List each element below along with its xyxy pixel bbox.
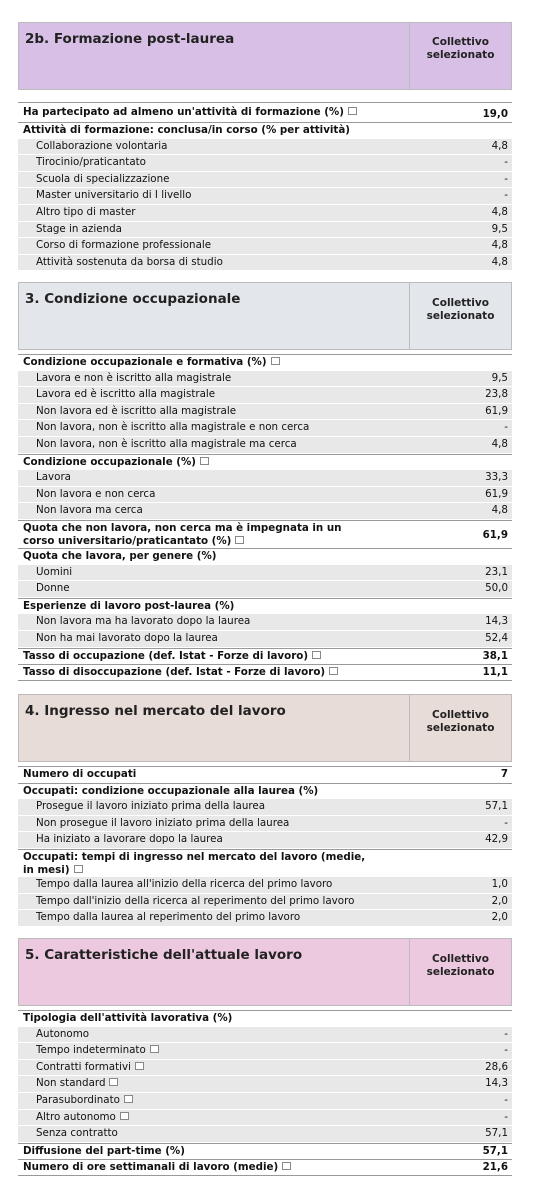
table-row: Autonomo - — [18, 1027, 512, 1044]
section-header — [18, 22, 512, 90]
table-row: Tempo dalla laurea all'inizio della ricerca del primo lavoro 1,0 — [18, 877, 512, 894]
table-row: Parasubordinato - — [18, 1093, 512, 1110]
table-row: Prosegue il lavoro iniziato prima della laurea 57,1 — [18, 799, 512, 816]
table-row: Tempo indeterminato - — [18, 1043, 512, 1060]
group-header: Occupati: condizione occupazionale alla laurea (%) — [18, 783, 512, 800]
table-row: Tasso di disoccupazione (def. Istat - Forze di lavoro) 11,1 — [18, 664, 512, 681]
group-header: Condizione occupazionale e formativa (%) — [18, 354, 512, 371]
table-row: Lavora ed è iscritto alla magistrale 23,8 — [18, 387, 512, 404]
table-row: Non ha mai lavorato dopo la laurea 52,4 — [18, 631, 512, 648]
group-header: Condizione occupazionale (%) — [18, 454, 512, 471]
section-header — [18, 938, 512, 1006]
table-row: Non lavora, non è iscritto alla magistrale e non cerca - — [18, 420, 512, 437]
section-title: 5. Caratteristiche dell'attuale lavoro — [25, 947, 303, 963]
note-icon[interactable] — [312, 651, 321, 659]
table-row: Scuola di specializzazione - — [18, 172, 512, 189]
group-header: Quota che lavora, per genere (%) — [18, 548, 512, 565]
section-title: 4. Ingresso nel mercato del lavoro — [25, 703, 286, 719]
table-row: Non lavora ma ha lavorato dopo la laurea 14,3 — [18, 614, 512, 631]
column-header: Collettivo selezionato — [426, 953, 495, 978]
note-icon[interactable] — [150, 1045, 159, 1053]
note-icon[interactable] — [200, 457, 209, 465]
table-row: Donne 50,0 — [18, 581, 512, 598]
table-row: Corso di formazione professionale 4,8 — [18, 238, 512, 255]
table-row: Collaborazione volontaria 4,8 — [18, 139, 512, 156]
group-header: Attività di formazione: conclusa/in corso (% per attività) — [18, 122, 512, 139]
table-row: Senza contratto 57,1 — [18, 1126, 512, 1143]
note-icon[interactable] — [74, 865, 83, 873]
table-row: Non lavora, non è iscritto alla magistrale ma cerca 4,8 — [18, 437, 512, 454]
note-icon[interactable] — [235, 536, 244, 544]
section-header — [18, 282, 512, 350]
table-row: Non lavora ed è iscritto alla magistrale 61,9 — [18, 404, 512, 421]
group-header: Tipologia dell'attività lavorativa (%) — [18, 1010, 512, 1027]
section-2b — [18, 22, 512, 271]
table-row: Non prosegue il lavoro iniziato prima della laurea - — [18, 816, 512, 833]
table-row: Diffusione del part-time (%) 57,1 — [18, 1143, 512, 1160]
column-header: Collettivo selezionato — [426, 36, 495, 61]
table-row: Numero di ore settimanali di lavoro (medie) 21,6 — [18, 1159, 512, 1176]
section-title: 3. Condizione occupazionale — [25, 291, 241, 307]
table-row: Ha partecipato ad almeno un'attività di formazione (%) 19,0 — [18, 102, 512, 122]
note-icon[interactable] — [282, 1162, 291, 1170]
table-row: Master universitario di I livello - — [18, 188, 512, 205]
column-header: Collettivo selezionato — [426, 709, 495, 734]
table-row: Numero di occupati 7 — [18, 766, 512, 783]
table-row: Tirocinio/praticantato - — [18, 155, 512, 172]
table-row: Ha iniziato a lavorare dopo la laurea 42,9 — [18, 832, 512, 849]
table-row: Quota che non lavora, non cerca ma è impegnata in un corso universitario/praticantato (%) 61,9 — [18, 520, 512, 548]
table-row: Non standard 14,3 — [18, 1076, 512, 1093]
note-icon[interactable] — [120, 1112, 129, 1120]
table-row: Tempo dalla laurea al reperimento del primo lavoro 2,0 — [18, 910, 512, 927]
table-row: Lavora 33,3 — [18, 470, 512, 487]
note-icon[interactable] — [348, 107, 357, 115]
note-icon[interactable] — [135, 1062, 144, 1070]
table-row: Uomini 23,1 — [18, 565, 512, 582]
section-3 — [18, 282, 512, 681]
section-4 — [18, 694, 512, 927]
table-row: Altro tipo di master 4,8 — [18, 205, 512, 222]
table-row: Tempo dall'inizio della ricerca al reperimento del primo lavoro 2,0 — [18, 894, 512, 911]
section-title: 2b. Formazione post-laurea — [25, 31, 235, 47]
table-row: Tasso di occupazione (def. Istat - Forze di lavoro) 38,1 — [18, 648, 512, 665]
column-header: Collettivo selezionato — [426, 297, 495, 322]
table-row: Non lavora e non cerca 61,9 — [18, 487, 512, 504]
table-row: Lavora e non è iscritto alla magistrale 9,5 — [18, 371, 512, 388]
table-row: Attività sostenuta da borsa di studio 4,8 — [18, 255, 512, 272]
group-header: Occupati: tempi di ingresso nel mercato del lavoro (medie, in mesi) — [18, 849, 512, 877]
group-header: Esperienze di lavoro post-laurea (%) — [18, 598, 512, 615]
table-row: Non lavora ma cerca 4,8 — [18, 503, 512, 520]
section-5 — [18, 938, 512, 1176]
note-icon[interactable] — [271, 357, 280, 365]
table-row: Contratti formativi 28,6 — [18, 1060, 512, 1077]
table-row: Stage in azienda 9,5 — [18, 222, 512, 239]
note-icon[interactable] — [109, 1078, 118, 1086]
note-icon[interactable] — [124, 1095, 133, 1103]
section-header — [18, 694, 512, 762]
table-row: Altro autonomo - — [18, 1110, 512, 1127]
note-icon[interactable] — [329, 667, 338, 675]
